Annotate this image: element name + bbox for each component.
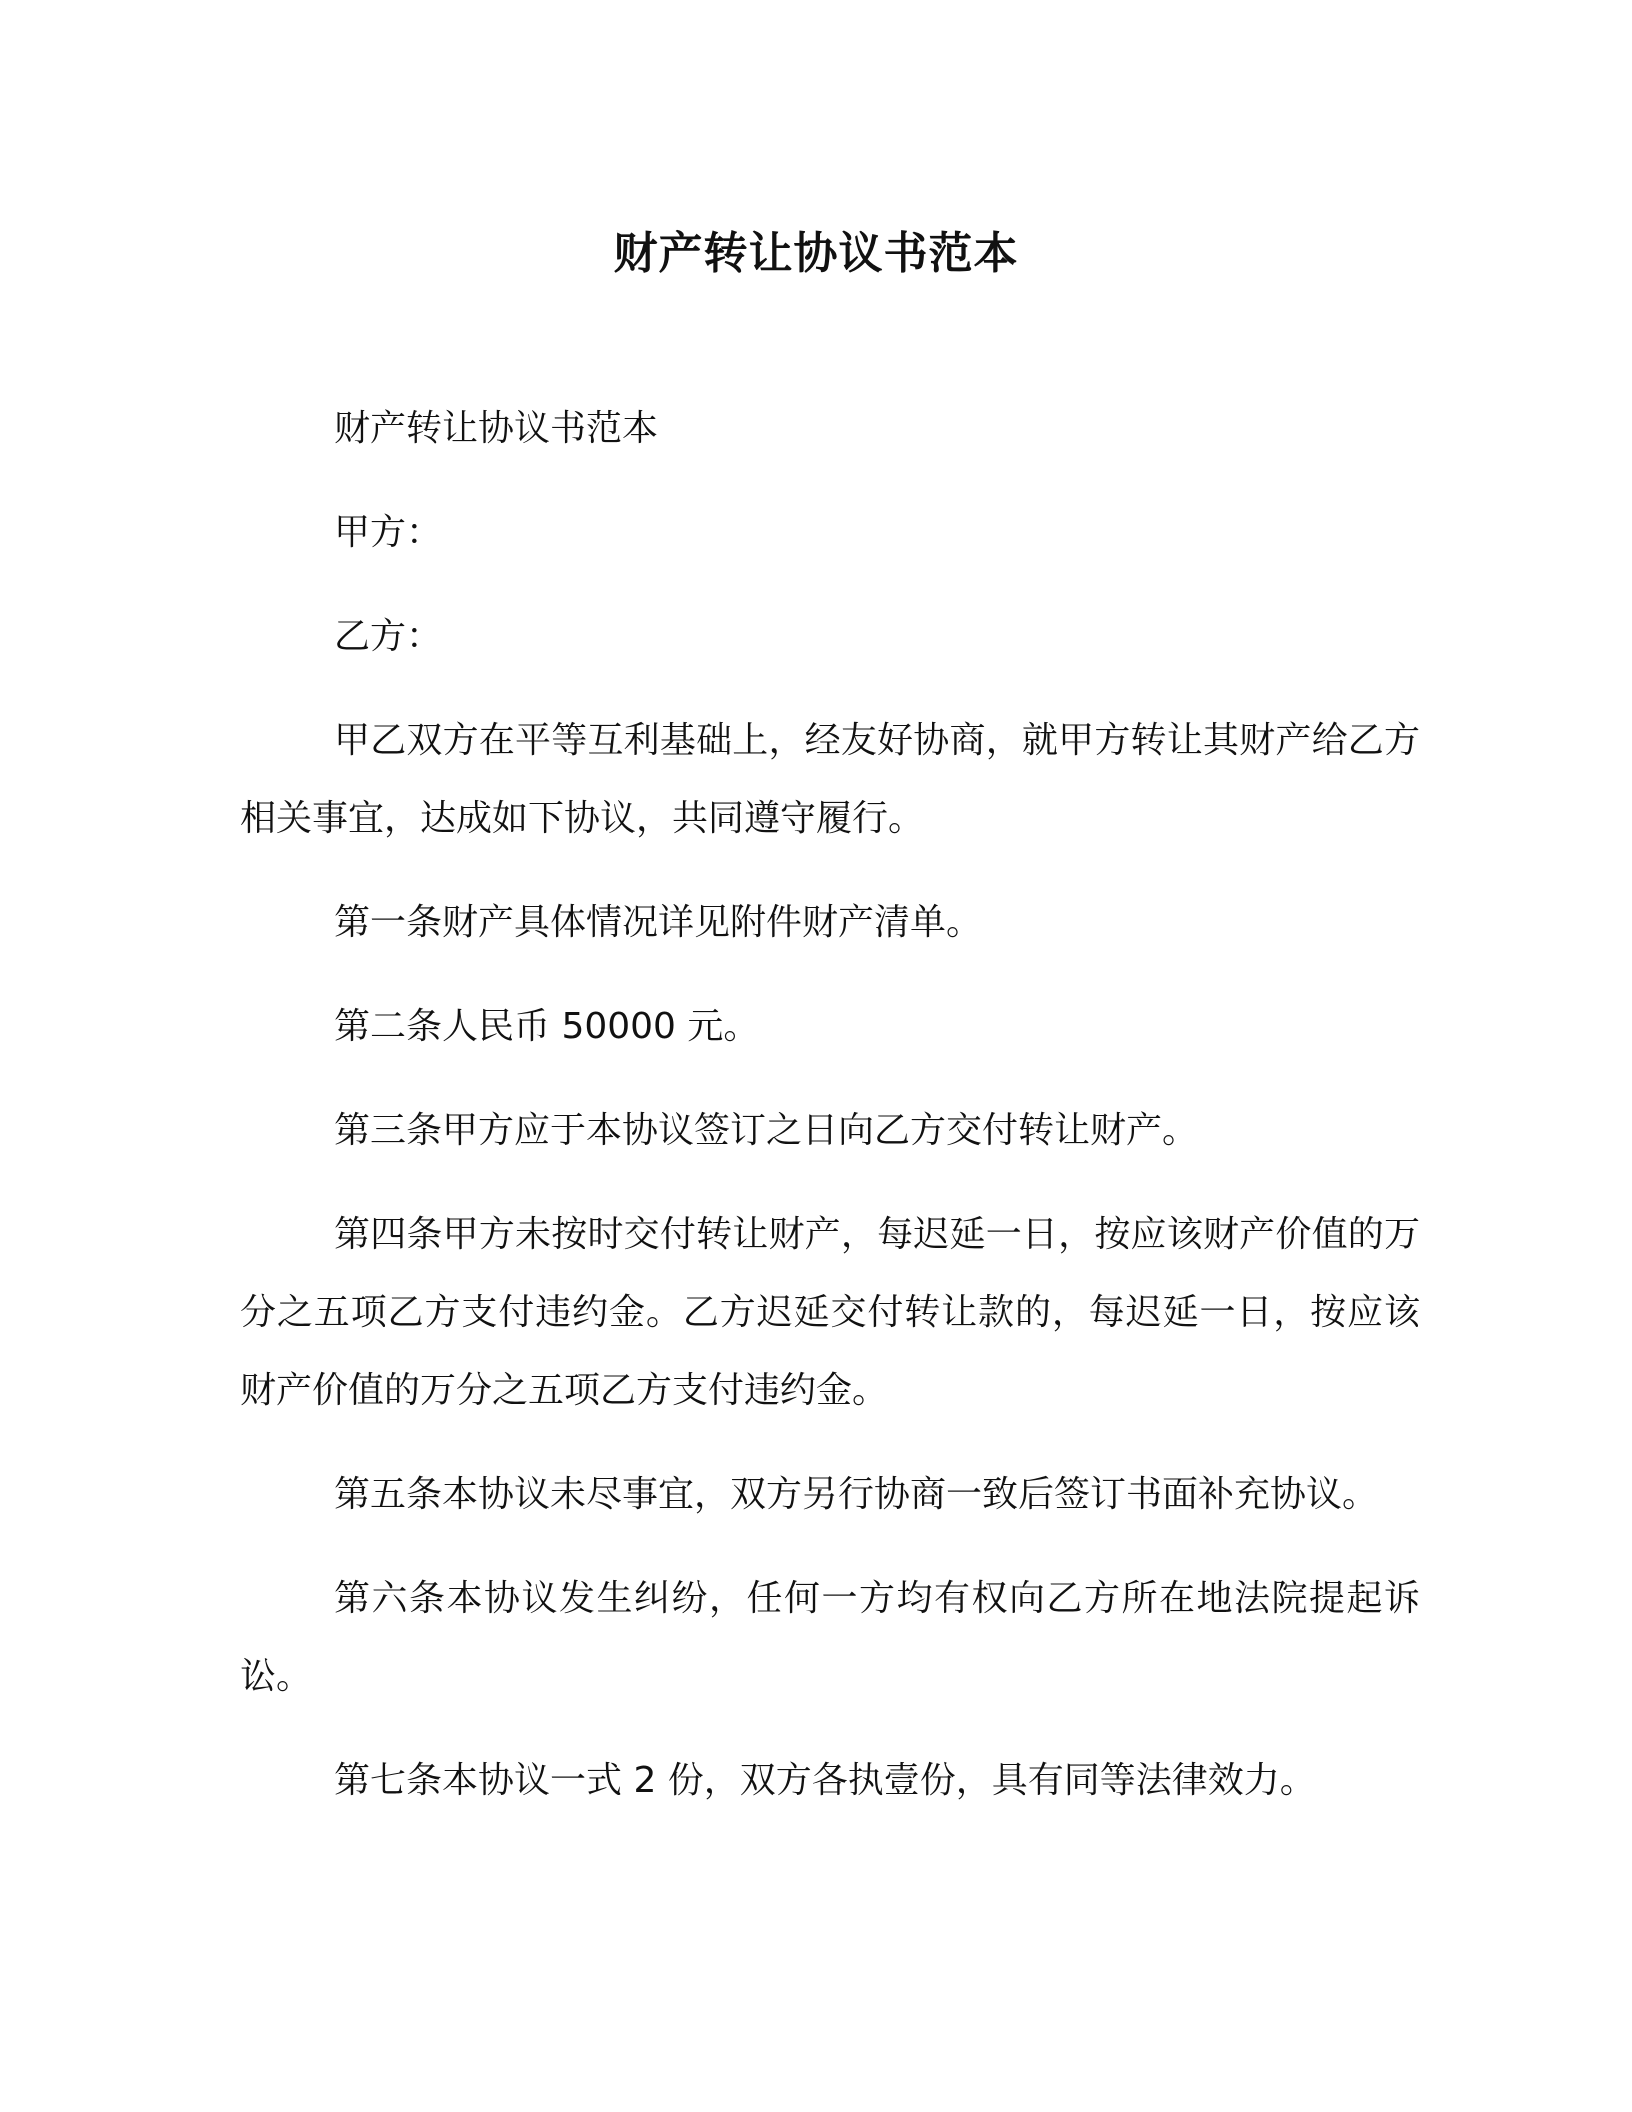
paragraph-article-5: 第五条本协议未尽事宜，双方另行协商一致后签订书面补充协议。 <box>334 1474 1379 1515</box>
paragraph-article-1: 第一条财产具体情况详见附件财产清单。 <box>334 902 983 943</box>
paragraph-article-6: 第六条本协议发生纠纷，任何一方均有权向乙方所在地法院提起诉讼。 <box>240 1578 1420 1697</box>
paragraph-subtitle: 财产转让协议书范本 <box>334 408 659 449</box>
paragraph-party-a: 甲方： <box>334 512 443 553</box>
paragraph-party-b: 乙方： <box>334 616 443 657</box>
paragraph-article-4: 第四条甲方未按时交付转让财产，每迟延一日，按应该财产价值的万分之五项乙方支付违约金。乙方迟延交付转让款的，每迟延一日，按应该财产价值的万分之五项乙方支付违约金。 <box>240 1214 1420 1411</box>
document-body <box>240 390 1420 1846</box>
paragraph-preamble: 甲乙双方在平等互利基础上，经友好协商，就甲方转让其财产给乙方相关事宜，达成如下协议，共同遵守履行。 <box>240 720 1420 839</box>
paragraph-article-3: 第三条甲方应于本协议签订之日向乙方交付转让财产。 <box>334 1110 1199 1151</box>
paragraph-article-2: 第二条人民币 50000 元。 <box>334 1006 760 1047</box>
document-title: 财产转让协议书范本 <box>613 228 1019 279</box>
paragraph-article-7: 第七条本协议一式 2 份，双方各执壹份，具有同等法律效力。 <box>334 1760 1316 1801</box>
